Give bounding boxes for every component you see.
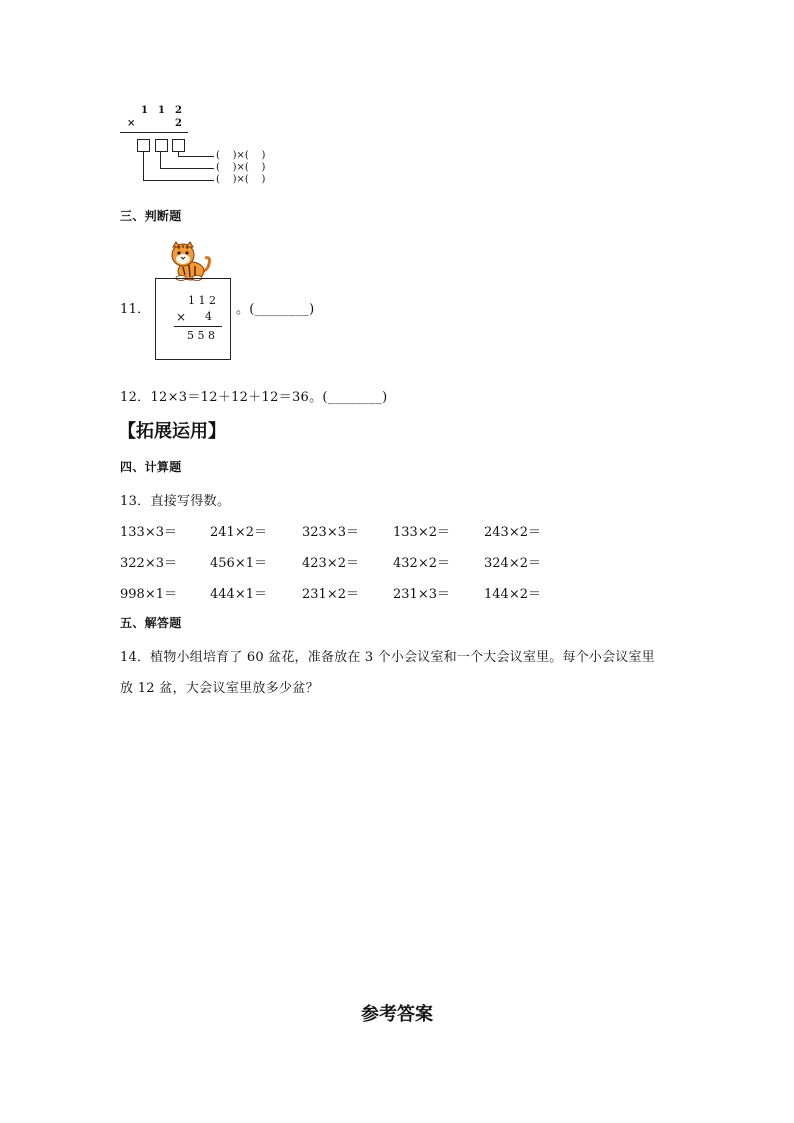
calc-item: 998×1＝ — [120, 587, 177, 602]
calc-item: 324×2＝ — [484, 556, 541, 571]
digit-hundreds: 1 — [141, 105, 148, 116]
extension-heading: 【拓展运用】 — [118, 421, 226, 442]
digit-ones: 2 — [175, 105, 182, 116]
answer-box-hundreds[interactable] — [137, 139, 150, 152]
calc-item: 456×1＝ — [210, 556, 267, 571]
calc-item: 241×2＝ — [210, 525, 267, 540]
connector-hundreds-v — [143, 152, 144, 180]
connector-ones-h — [178, 156, 214, 157]
tiger-icon — [165, 240, 213, 282]
connector-hundreds-h — [143, 180, 214, 181]
connector-tens-h — [160, 168, 214, 169]
section-title-judgement: 三、判断题 — [120, 209, 182, 223]
q11-multiplier: 4 — [205, 310, 212, 323]
answer-box-ones[interactable] — [172, 139, 185, 152]
q13-prompt: 13．直接写得数。 — [120, 494, 231, 509]
paren-row-1: ( )×( ) — [216, 150, 266, 161]
paren-row-3: ( )×( ) — [216, 174, 266, 185]
calc-item: 444×1＝ — [210, 587, 267, 602]
paren-row-2: ( )×( ) — [216, 162, 266, 173]
calc-item: 243×2＝ — [484, 525, 541, 540]
q14-line-1: 14．植物小组培育了 60 盆花，准备放在 3 个小会议室和一个大会议室里。每个小会议室里 — [120, 650, 655, 665]
times-sign: × — [127, 118, 136, 129]
section-title-calculation: 四、计算题 — [120, 460, 182, 474]
q11-times: × — [176, 310, 187, 324]
calc-item: 231×2＝ — [302, 587, 359, 602]
multiplier-digit: 2 — [175, 118, 182, 129]
digit-tens: 1 — [158, 105, 165, 116]
calc-item: 133×2＝ — [393, 525, 450, 540]
q14-line-2: 放 12 盆，大会议室里放多少盆？ — [120, 681, 319, 696]
answers-heading: 参考答案 — [361, 1004, 433, 1025]
section-title-word-problem: 五、解答题 — [120, 616, 182, 630]
calc-item: 144×2＝ — [484, 587, 541, 602]
calc-item: 432×2＝ — [393, 556, 450, 571]
q11-result-line — [174, 326, 222, 327]
calc-item: 322×3＝ — [120, 556, 177, 571]
q11-calc-box — [155, 278, 231, 360]
calc-item: 423×2＝ — [302, 556, 359, 571]
calc-item: 323×3＝ — [302, 525, 359, 540]
q11-result: 5 5 8 — [187, 329, 215, 342]
result-line — [120, 132, 188, 133]
q12-statement: 12．12×3＝12＋12＋12＝36。(________) — [120, 390, 388, 405]
connector-tens-v — [160, 152, 161, 168]
q11-number: 11． — [120, 302, 151, 317]
q11-answer-blank[interactable]: 。(________) — [236, 302, 315, 317]
answer-box-tens[interactable] — [155, 139, 168, 152]
calc-item: 133×3＝ — [120, 525, 177, 540]
q11-top-number: 1 1 2 — [188, 294, 216, 307]
calc-item: 231×3＝ — [393, 587, 450, 602]
